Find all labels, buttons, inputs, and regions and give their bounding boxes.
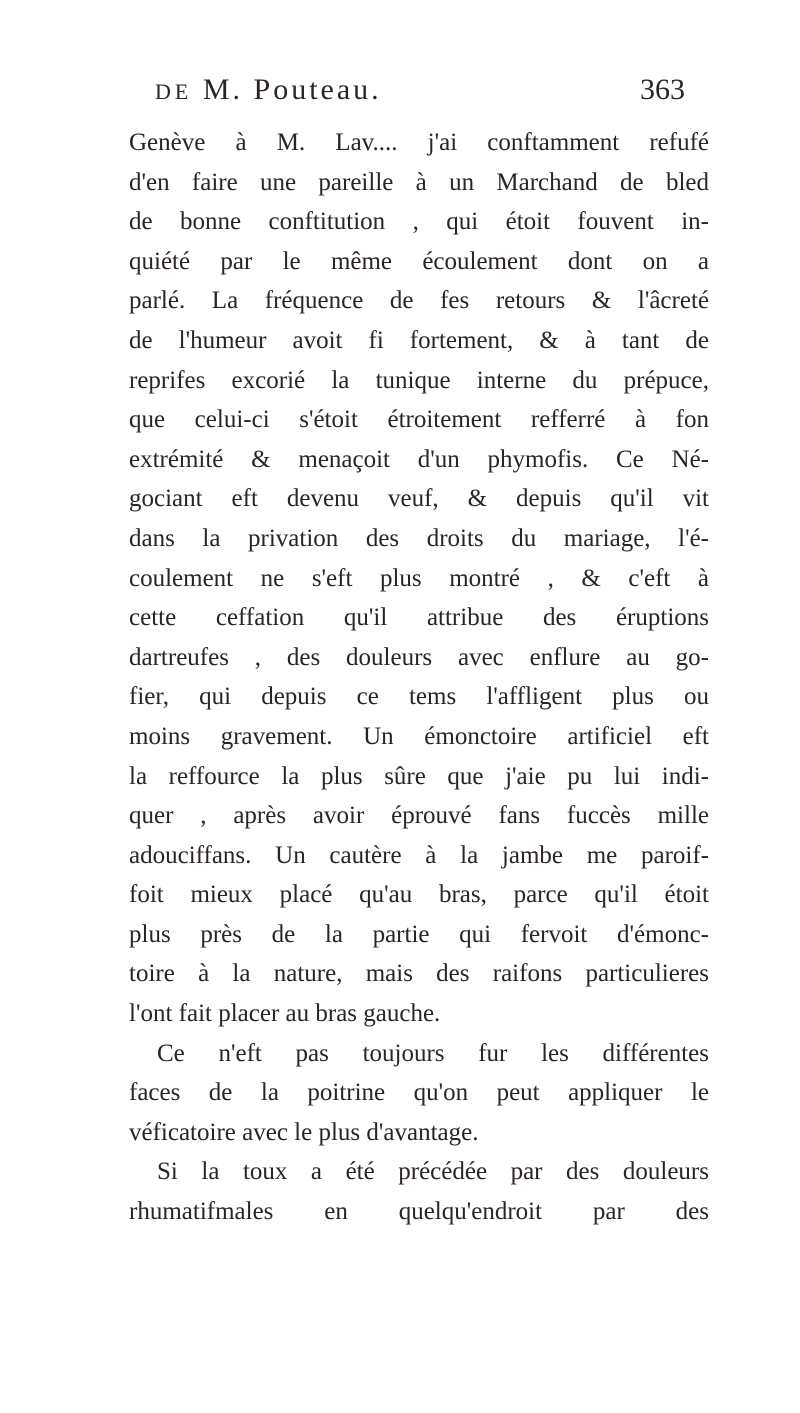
text-line: Genève à M. Lav.... j'ai conftamment refufé: [129, 129, 709, 156]
running-title: [155, 70, 382, 112]
text-line: quer , après avoir éprouvé fans fuccès mille: [129, 802, 709, 830]
text-line: Si la toux a été précédée par des douleurs: [157, 1158, 709, 1186]
text-line: dans la privation des droits du mariage, l'é-: [129, 524, 709, 552]
text-line: reprifes excorié la tunique interne du prépuce,: [129, 366, 709, 394]
text-line: Ce n'eft pas toujours fur les différentes: [157, 1039, 709, 1067]
text-line: fier, qui depuis ce tems l'affligent plus ou: [129, 683, 709, 711]
text-line: dartreufes , des douleurs avec enflure au go-: [129, 643, 709, 671]
page-number: 363: [640, 73, 685, 106]
text-line: cette ceffation qu'il attribue des éruptions: [129, 604, 709, 632]
text-line: parlé. La fréquence de fes retours & l'âcreté: [129, 287, 709, 315]
body-text: [129, 123, 709, 1232]
text-line: coulement ne s'eft plus montré , & c'eft à: [129, 564, 709, 592]
text-line: de bonne conftitution , qui étoit fouvent in-: [129, 208, 709, 236]
text-line: moins gravement. Un émonctoire artificiel eft: [129, 722, 709, 750]
text-line: adouciffans. Un cautère à la jambe me paroif-: [129, 841, 709, 869]
text-line: extrémité & menaçoit d'un phymofis. Ce Né-: [129, 445, 709, 473]
running-title-main: M. Pouteau.: [202, 73, 382, 106]
text-line: de l'humeur avoit fi fortement, & à tant de: [129, 326, 709, 354]
running-head: [155, 70, 685, 110]
text-line: gociant eft devenu veuf, & depuis qu'il vit: [129, 485, 709, 513]
text-line: foit mieux placé qu'au bras, parce qu'il étoit: [129, 881, 709, 909]
text-line: d'en faire une pareille à un Marchand de bled: [129, 168, 709, 196]
text-line: toire à la nature, mais des raifons particulieres: [129, 960, 709, 988]
running-title-prefix: DE: [155, 79, 193, 104]
text-line: rhumatifmales en quelqu'endroit par des: [129, 1198, 709, 1226]
text-line: quiété par le même écoulement dont on a: [129, 247, 709, 275]
text-line: plus près de la partie qui fervoit d'émonc-: [129, 920, 709, 948]
text-line: faces de la poitrine qu'on peut appliquer le: [129, 1079, 709, 1107]
text-line: que celui-ci s'étoit étroitement refferré à fon: [129, 406, 709, 434]
text-line: la reffource la plus sûre que j'aie pu lui indi-: [129, 762, 709, 790]
text-line: véficatoire avec le plus d'avantage.: [129, 1118, 479, 1146]
text-line: l'ont fait placer au bras gauche.: [129, 1000, 441, 1028]
